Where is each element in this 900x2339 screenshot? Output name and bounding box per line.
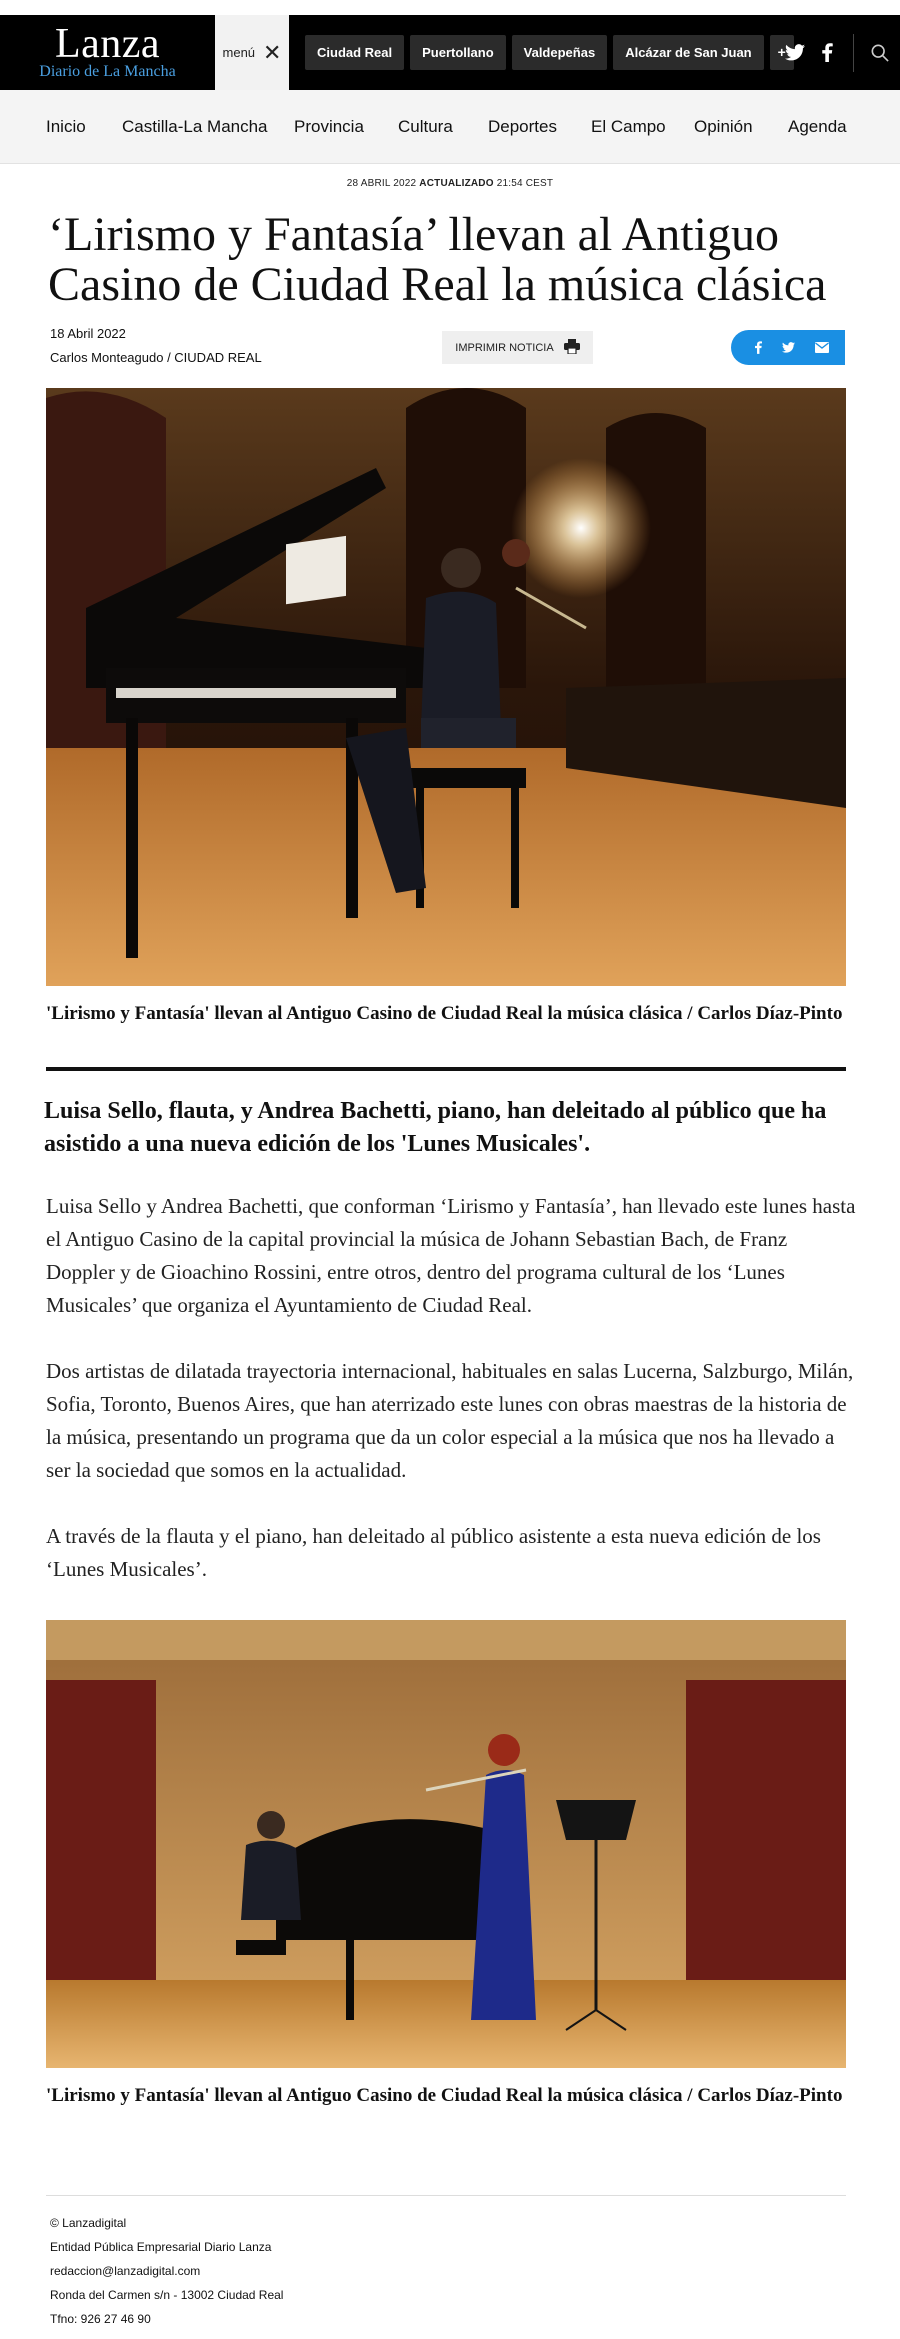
footer-address: Ronda del Carmen s/n - 13002 Ciudad Real — [50, 2288, 284, 2302]
main-nav — [0, 90, 900, 164]
divider — [46, 1067, 846, 1071]
article-paragraph: A través de la flauta y el piano, han deleitado al público asistente a esta nueva edición de los ‘Lunes Musicales’. — [46, 1524, 821, 1581]
close-icon: ✕ — [263, 39, 282, 65]
local-editions — [305, 35, 794, 70]
facebook-icon[interactable] — [811, 15, 843, 90]
share-bar — [731, 330, 845, 365]
nav-item-opinion[interactable]: Opinión — [694, 117, 753, 136]
menu-button[interactable] — [215, 15, 289, 90]
facebook-icon[interactable] — [755, 341, 762, 354]
twitter-icon[interactable] — [782, 342, 795, 353]
pill-puertollano[interactable]: Puertollano — [410, 35, 506, 70]
printer-icon — [564, 339, 580, 357]
nav-item-agenda[interactable]: Agenda — [788, 117, 847, 136]
footer-email[interactable]: redaccion@lanzadigital.com — [50, 2264, 201, 2278]
top-icons — [779, 15, 900, 90]
nav-item-el-campo[interactable]: El Campo — [591, 117, 666, 136]
page-title: ‘Lirismo y Fantasía’ llevan al Antiguo Casino de Ciudad Real la música clásica — [48, 208, 827, 311]
article-paragraph: Luisa Sello y Andrea Bachetti, que conforman ‘Lirismo y Fantasía’, han llevado este lunes hasta el Antiguo Casino de la capital provincial la música de Johann Sebastian Bach, de Franz Doppler y de Gioachino Rossini, entre otros, dentro del programa cultural de los ‘Lunes Musicales’ que organiza el Ayuntamiento de Ciudad Real. — [46, 1194, 856, 1317]
footer-phone: Tfno: 926 27 46 90 — [50, 2312, 151, 2326]
article-photo-duo — [46, 1620, 846, 2068]
article-lead: Luisa Sello, flauta, y Andrea Bachetti, piano, han deleitado al público que ha asistido a una nueva edición de los 'Lunes Musicales'. — [44, 1098, 827, 1157]
pill-alcazar[interactable]: Alcázar de San Juan — [613, 35, 763, 70]
divider — [853, 34, 854, 72]
nav-item-cultura[interactable]: Cultura — [398, 117, 453, 136]
mail-icon[interactable] — [815, 342, 829, 353]
dateline-time: 21:54 CEST — [496, 178, 554, 189]
print-button[interactable] — [442, 331, 593, 364]
nav-item-castilla-la-mancha[interactable]: Castilla-La Mancha — [122, 117, 268, 136]
logo-title: Lanza — [54, 21, 161, 67]
print-label: IMPRIMIR NOTICIA — [455, 341, 554, 354]
site-logo[interactable] — [0, 15, 215, 90]
pill-more[interactable]: + — [770, 35, 794, 70]
pill-valdepenas[interactable]: Valdepeñas — [512, 35, 608, 70]
footer-copyright: © Lanzadigital — [50, 2216, 127, 2230]
divider — [46, 2195, 846, 2196]
photo-caption: 'Lirismo y Fantasía' llevan al Antiguo Casino de Ciudad Real la música clásica / Carlos Díaz-Pinto — [46, 2085, 843, 2106]
top-bar — [0, 15, 900, 90]
nav-item-inicio[interactable]: Inicio — [46, 117, 86, 136]
twitter-icon[interactable] — [779, 15, 811, 90]
logo-subtitle: Diario de La Mancha — [39, 63, 176, 80]
nav-item-deportes[interactable]: Deportes — [488, 117, 557, 136]
menu-label: menú — [222, 45, 256, 60]
article-photo-pianist — [46, 388, 846, 986]
article-paragraph: Dos artistas de dilatada trayectoria internacional, habituales en salas Lucerna, Salzburgo, Milán, Sofia, Toronto, Buenos Aires, que han aterrizado este lunes con obras maestras de la historia de la música, presentando un programa que da un color especial a la música que nos ha llevado a ser la sociedad que somos en la actualidad. — [46, 1359, 854, 1482]
dateline — [0, 178, 900, 189]
article-author: Carlos Monteagudo / CIUDAD REAL — [50, 350, 262, 365]
dateline-updated-label: ACTUALIZADO — [419, 178, 494, 189]
photo-caption: 'Lirismo y Fantasía' llevan al Antiguo Casino de Ciudad Real la música clásica / Carlos Díaz-Pinto — [46, 1003, 843, 1024]
footer-entity: Entidad Pública Empresarial Diario Lanza — [50, 2240, 272, 2254]
dateline-date: 28 ABRIL 2022 — [346, 178, 417, 189]
nav-item-provincia[interactable]: Provincia — [294, 117, 364, 136]
article-date: 18 Abril 2022 — [50, 326, 126, 341]
pill-ciudad-real[interactable]: Ciudad Real — [305, 35, 404, 70]
search-icon[interactable] — [860, 15, 900, 90]
